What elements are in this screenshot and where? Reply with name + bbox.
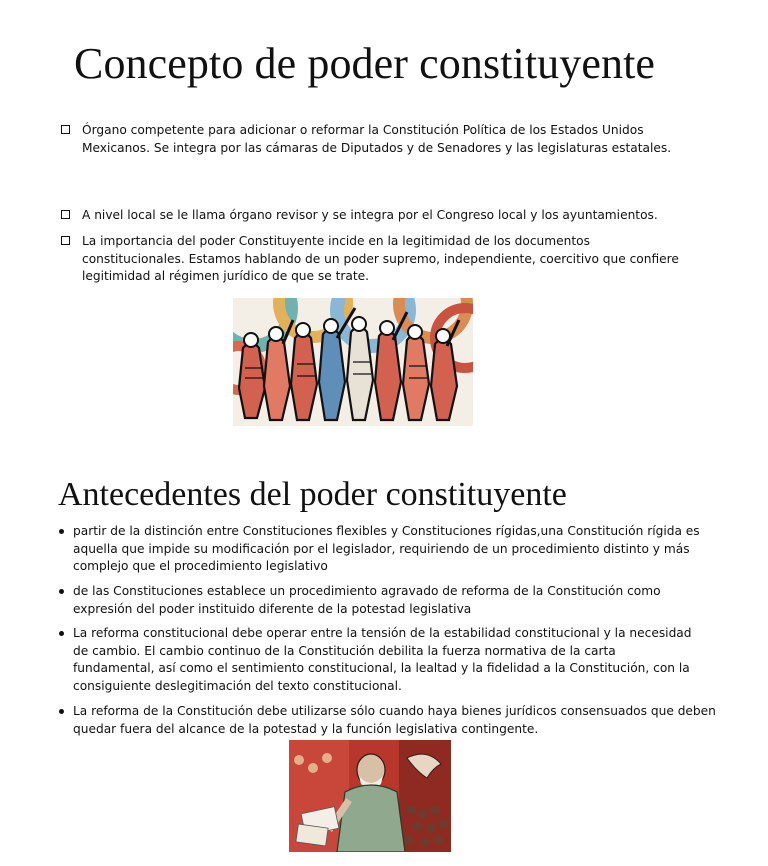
- checkbox-bullet-icon: [61, 236, 70, 245]
- list-item: [73, 703, 718, 738]
- mural-painting-icon: [289, 740, 451, 852]
- list-item: [82, 207, 702, 225]
- list-item: [82, 122, 692, 157]
- list-item-text: partir de la distinción entre Constituciones flexibles y Constituciones rígidas,una Constitución rígida es aquella que impide su modificación por el legislador, requiriendo de un procedimiento distinto y más complejo que el procedimiento legislativo: [73, 524, 700, 573]
- list-item-text: La importancia del poder Constituyente incide en la legitimidad de los documentos constitucionales. Estamos hablando de un poder supremo, independiente, coercitivo que confiere legitimidad al régimen jurídico de que se trate.: [82, 234, 679, 283]
- list-item-text: La reforma de la Constitución debe utilizarse sólo cuando haya bienes jurídicos consensuados que deben quedar fuera del alcance de la potestad y la función legislativa contingente.: [73, 704, 716, 736]
- list-item-text: La reforma constitucional debe operar entre la tensión de la estabilidad constitucional y la necesidad de cambio. El cambio continuo de la Constitución debilita la fuerza normativa de la carta fundamental, así como el sentimiento constitucional, la lealtad y la fidelidad a la Constitución, con la consiguiente deslegitimación del texto constitucional.: [73, 626, 692, 693]
- list-item-text: A nivel local se le llama órgano revisor y se integra por el Congreso local y los ayuntamientos.: [82, 208, 658, 222]
- bullet-icon: [59, 631, 64, 636]
- list-item-text: Órgano competente para adicionar o reformar la Constitución Política de los Estados Unidos Mexicanos. Se integra por las cámaras de Diputados y de Senadores y las legislaturas estatales.: [82, 123, 672, 155]
- bullet-icon: [59, 529, 64, 534]
- list-item: [73, 625, 693, 695]
- bullet-icon: [59, 589, 64, 594]
- list-item: [73, 523, 705, 576]
- checkbox-bullet-icon: [61, 210, 70, 219]
- section-2-title: Antecedentes del poder constituyente: [58, 476, 567, 513]
- crowd-illustration-icon: [233, 298, 473, 426]
- checkbox-bullet-icon: [61, 125, 70, 134]
- list-item-text: de las Constituciones establece un procedimiento agravado de reforma de la Constitución como expresión del poder instituido diferente de la potestad legislativa: [73, 584, 661, 616]
- list-item: [73, 583, 705, 618]
- list-item: [82, 233, 682, 286]
- section-1-title: Concepto de poder constituyente: [74, 39, 656, 88]
- bullet-icon: [59, 709, 64, 714]
